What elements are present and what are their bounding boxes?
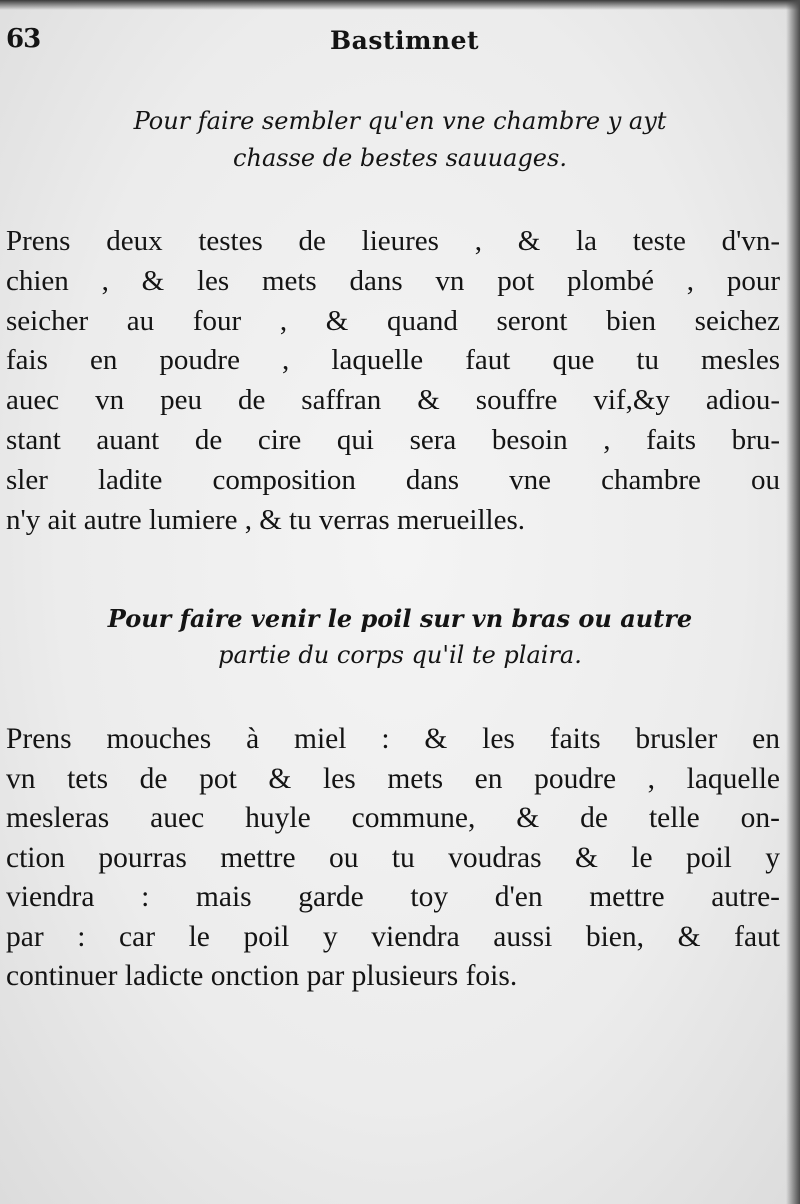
scan-edge-top [0,0,800,10]
body-line: vn tets de pot & les mets en poudre , laquelle [6,762,780,795]
body-line: par : car le poil y viendra aussi bien, & faut [6,920,780,953]
running-head-title: Bastimnet [330,26,480,55]
body-line: viendra : mais garde toy d'en mettre autre- [6,881,780,913]
section-heading-poil [0,600,800,674]
heading-line: Pour faire venir le poil sur vn bras ou autre [107,604,693,633]
body-line: ction pourras mettre ou tu voudras & le poil y [6,841,780,874]
body-line: n'y ait autre lumiere , & tu verras merueilles. [6,503,525,536]
recipe-paragraph-poil [6,720,780,997]
body-line: Prens mouches à miel : & les faits brusler en [6,723,780,755]
page-number: 63 [6,24,41,54]
body-line: fais en poudre , laquelle faut que tu mesles [6,344,780,377]
body-line: auec vn peu de saffran & souffre vif,&y adiou- [6,384,780,417]
body-line: mesleras auec huyle commune, & de telle on- [6,802,780,834]
body-line: chien , & les mets dans vn pot plombé , pour [6,264,780,297]
heading-line: Pour faire sembler qu'en vne chambre y ayt [133,107,667,135]
body-line: Prens deux testes de lieures , & la teste d'vn- [6,225,780,257]
body-line: stant auant de cire qui sera besoin , faits bru- [6,423,780,456]
section-heading-chasse [0,103,800,177]
recipe-paragraph-chasse [6,222,780,540]
body-line: continuer ladicte onction par plusieurs fois. [6,960,518,992]
body-line: sler ladite composition dans vne chambre ou [6,463,780,496]
body-line: seicher au four , & quand seront bien seichez [6,304,780,337]
running-head [0,20,800,60]
heading-line: chasse de bestes sauuages. [233,144,567,172]
heading-line: partie du corps qu'il te plaira. [218,641,582,669]
